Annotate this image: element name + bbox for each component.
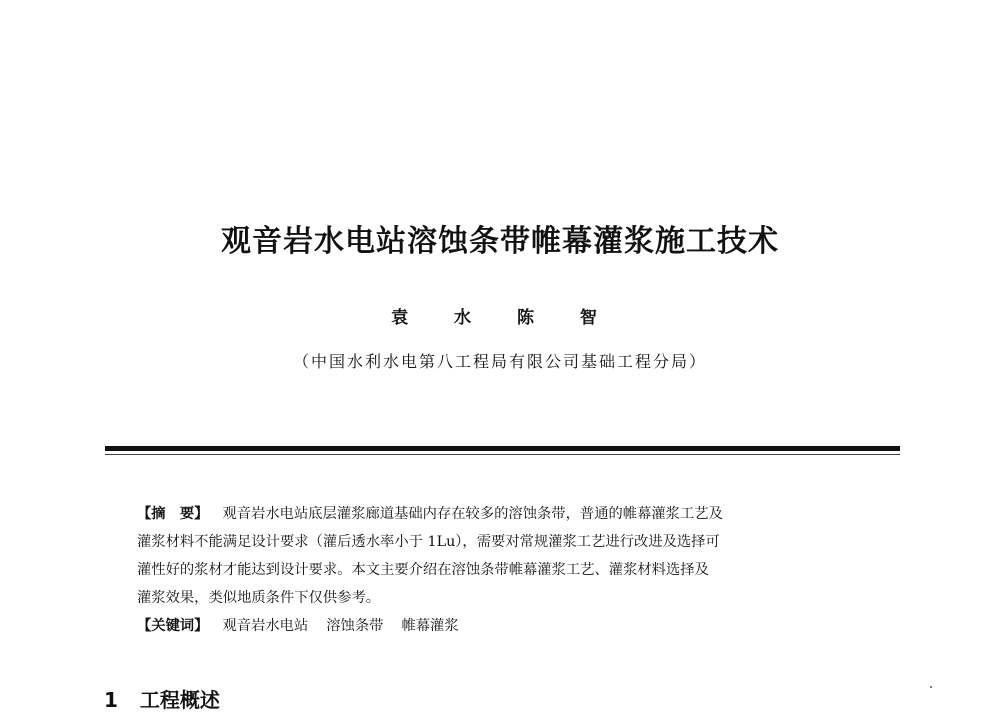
- abstract-text-line-2: 灌浆材料不能满足设计要求（灌后透水率小于 1Lu），需要对常规灌浆工艺进行改进及选择可: [137, 534, 720, 550]
- header-rule-thin: [105, 454, 900, 455]
- abstract-text-line-3: 灌性好的浆材才能达到设计要求。本文主要介绍在溶蚀条带帷幕灌浆工艺、灌浆材料选择及: [137, 562, 709, 578]
- section-heading: [104, 684, 220, 713]
- scan-speck: [930, 686, 932, 688]
- keyword-item: 帷幕灌浆: [401, 618, 459, 634]
- abstract-line: [137, 500, 867, 528]
- paper-title: 观音岩水电站溶蚀条带帷幕灌浆施工技术: [221, 224, 779, 259]
- keywords-label: 【关键词】: [137, 618, 209, 634]
- abstract-text-line-1: 观音岩水电站底层灌浆廊道基础内存在较多的溶蚀条带，普通的帷幕灌浆工艺及: [222, 506, 723, 522]
- abstract-text-line-4: 灌浆效果，类似地质条件下仅供参考。: [137, 590, 381, 606]
- keyword-item: 观音岩水电站: [222, 618, 309, 634]
- keywords-line: [137, 612, 867, 640]
- keyword-item: 溶蚀条带: [326, 618, 384, 634]
- paper-authors: 袁 水 陈 智: [391, 308, 609, 328]
- section-number: 1: [104, 688, 118, 712]
- author-affiliation: （中国水利水电第八工程局有限公司基础工程分局）: [292, 352, 707, 371]
- abstract-block: [137, 500, 867, 640]
- section-title: 工程概述: [139, 688, 220, 712]
- abstract-label: 【摘 要】: [137, 506, 209, 522]
- header-rule-thick: [105, 446, 900, 451]
